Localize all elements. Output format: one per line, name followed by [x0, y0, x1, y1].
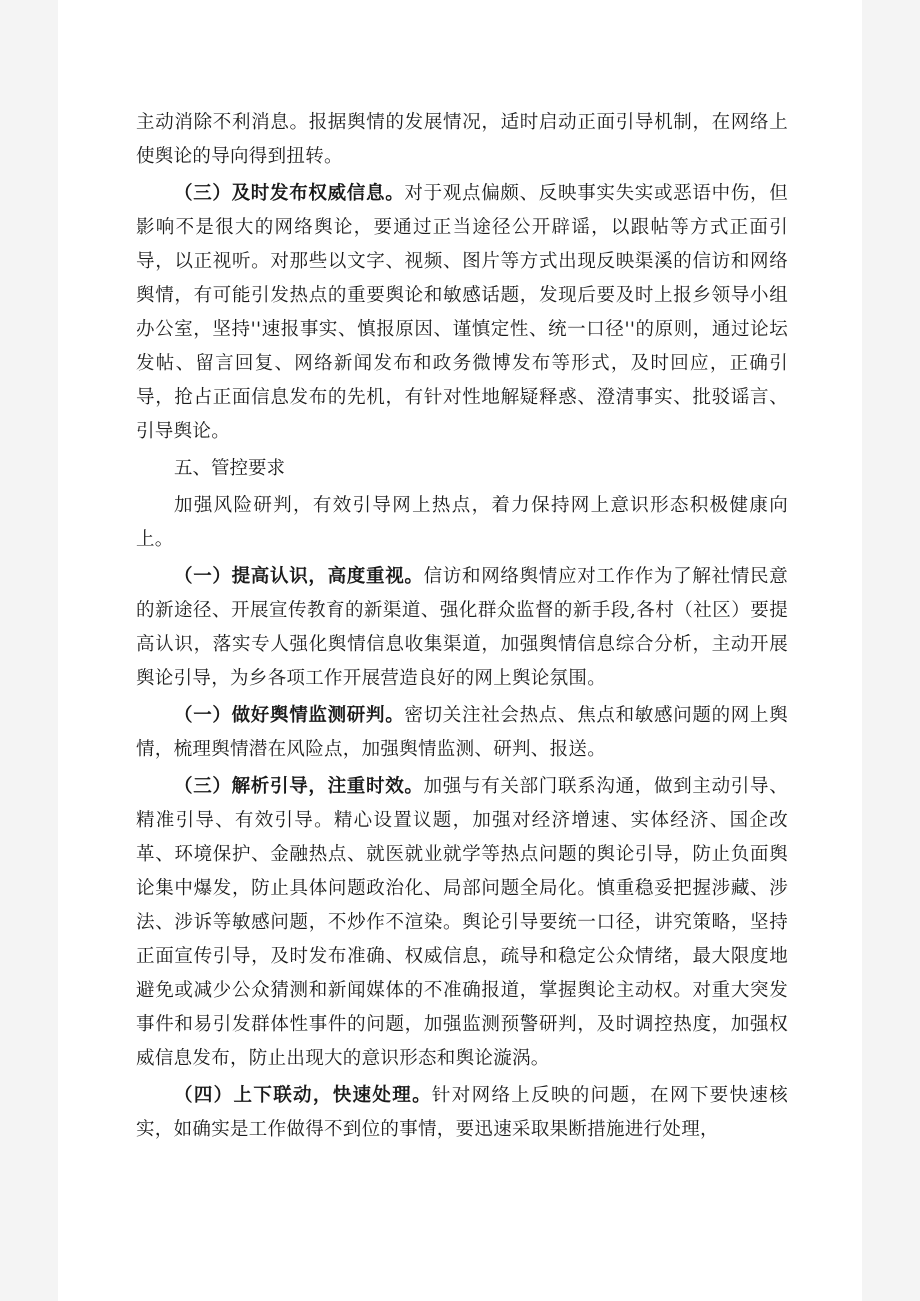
paragraph-lead: （三）解析引导，注重时效。: [174, 776, 424, 797]
document-body: [136, 106, 788, 1150]
paragraph-guidance: [136, 770, 788, 1076]
paragraph-lead: （一）提高认识，高度重视。: [174, 566, 424, 587]
paragraph-release-authoritative-info: [136, 177, 788, 449]
paragraph-continuation: [136, 106, 788, 174]
paragraph-monitoring: [136, 699, 788, 767]
paragraph-text: 主动消除不利消息。报据舆情的发展情况，适时启动正面引导机制，在网络上使舆论的导向得到扭转。: [136, 112, 788, 167]
paragraph-text: 针对网络上反映的问题，在网下要快速核实，如确实是工作做得不到位的事情，要迅速采取果断措施进行处理，: [136, 1085, 788, 1140]
document-page: [58, 0, 862, 1301]
paragraph-lead: （一）做好舆情监测研判。: [174, 705, 405, 726]
paragraph-text: 加强与有关部门联系沟通，做到主动引导、精准引导、有效引导。精心设置议题，加强对经济增速、实体经济、国企改革、环境保护、金融热点、就医就业就学等热点问题的舆论引导，防止负面舆论集中爆发，防止具体问题政治化、局部问题全局化。慎重稳妥把握涉藏、涉法、涉诉等敏感问题，不炒作不渲染。舆论引导要统一口径，讲究策略，坚持正面宣传引导，及时发布准确、权威信息，疏导和稳定公众情绪，最大限度地避免或减少公众猜测和新闻媒体的不准确报道，掌握舆论主动权。对重大突发事件和易引发群体性事件的问题，加强监测预警研判，及时调控热度，加强权威信息发布，防止出现大的意识形态和舆论漩涡。: [136, 776, 789, 1069]
paragraph-linkage: [136, 1079, 788, 1147]
paragraph-intro: [136, 489, 788, 557]
paragraph-raise-awareness: [136, 560, 788, 696]
paragraph-lead: （四）上下联动，快速处理。: [174, 1085, 432, 1106]
paragraph-text: 对于观点偏颇、反映事实失实或恶语中伤，但影响不是很大的网络舆论，要通过正当途径公开辟谣，以跟帖等方式正面引导，以正视听。对那些以文字、视频、图片等方式出现反映渠溪的信访和网络舆情，有可能引发热点的重要舆论和敏感话题，发现后要及时上报乡领导小组办公室，坚持''速报事实、慎报原因、谨慎定性、统一口径''的原则，通过论坛发帖、留言回复、网络新闻发布和政务微博发布等形式，及时回应，正确引导，抢占正面信息发布的先机，有针对性地解疑释惑、澄清事实、批驳谣言、引导舆论。: [136, 183, 788, 442]
paragraph-text: 信访和网络舆情应对工作作为了解社情民意的新途径、开展宣传教育的新渠道、强化群众监督的新手段,各村（社区）要提高认识，落实专人强化舆情信息收集渠道，加强舆情信息综合分析，主动开展舆论引导，为乡各项工作开展营造良好的网上舆论氛围。: [136, 566, 789, 689]
section-heading: 五、管控要求: [174, 458, 286, 479]
paragraph-text: 加强风险研判，有效引导网上热点，着力保持网上意识形态积极健康向上。: [136, 495, 788, 550]
paragraph-text: 密切关注社会热点、焦点和敏感问题的网上舆情，梳理舆情潜在风险点，加强舆情监测、研判、报送。: [136, 705, 788, 760]
paragraph-lead: （三）及时发布权威信息。: [174, 183, 405, 204]
